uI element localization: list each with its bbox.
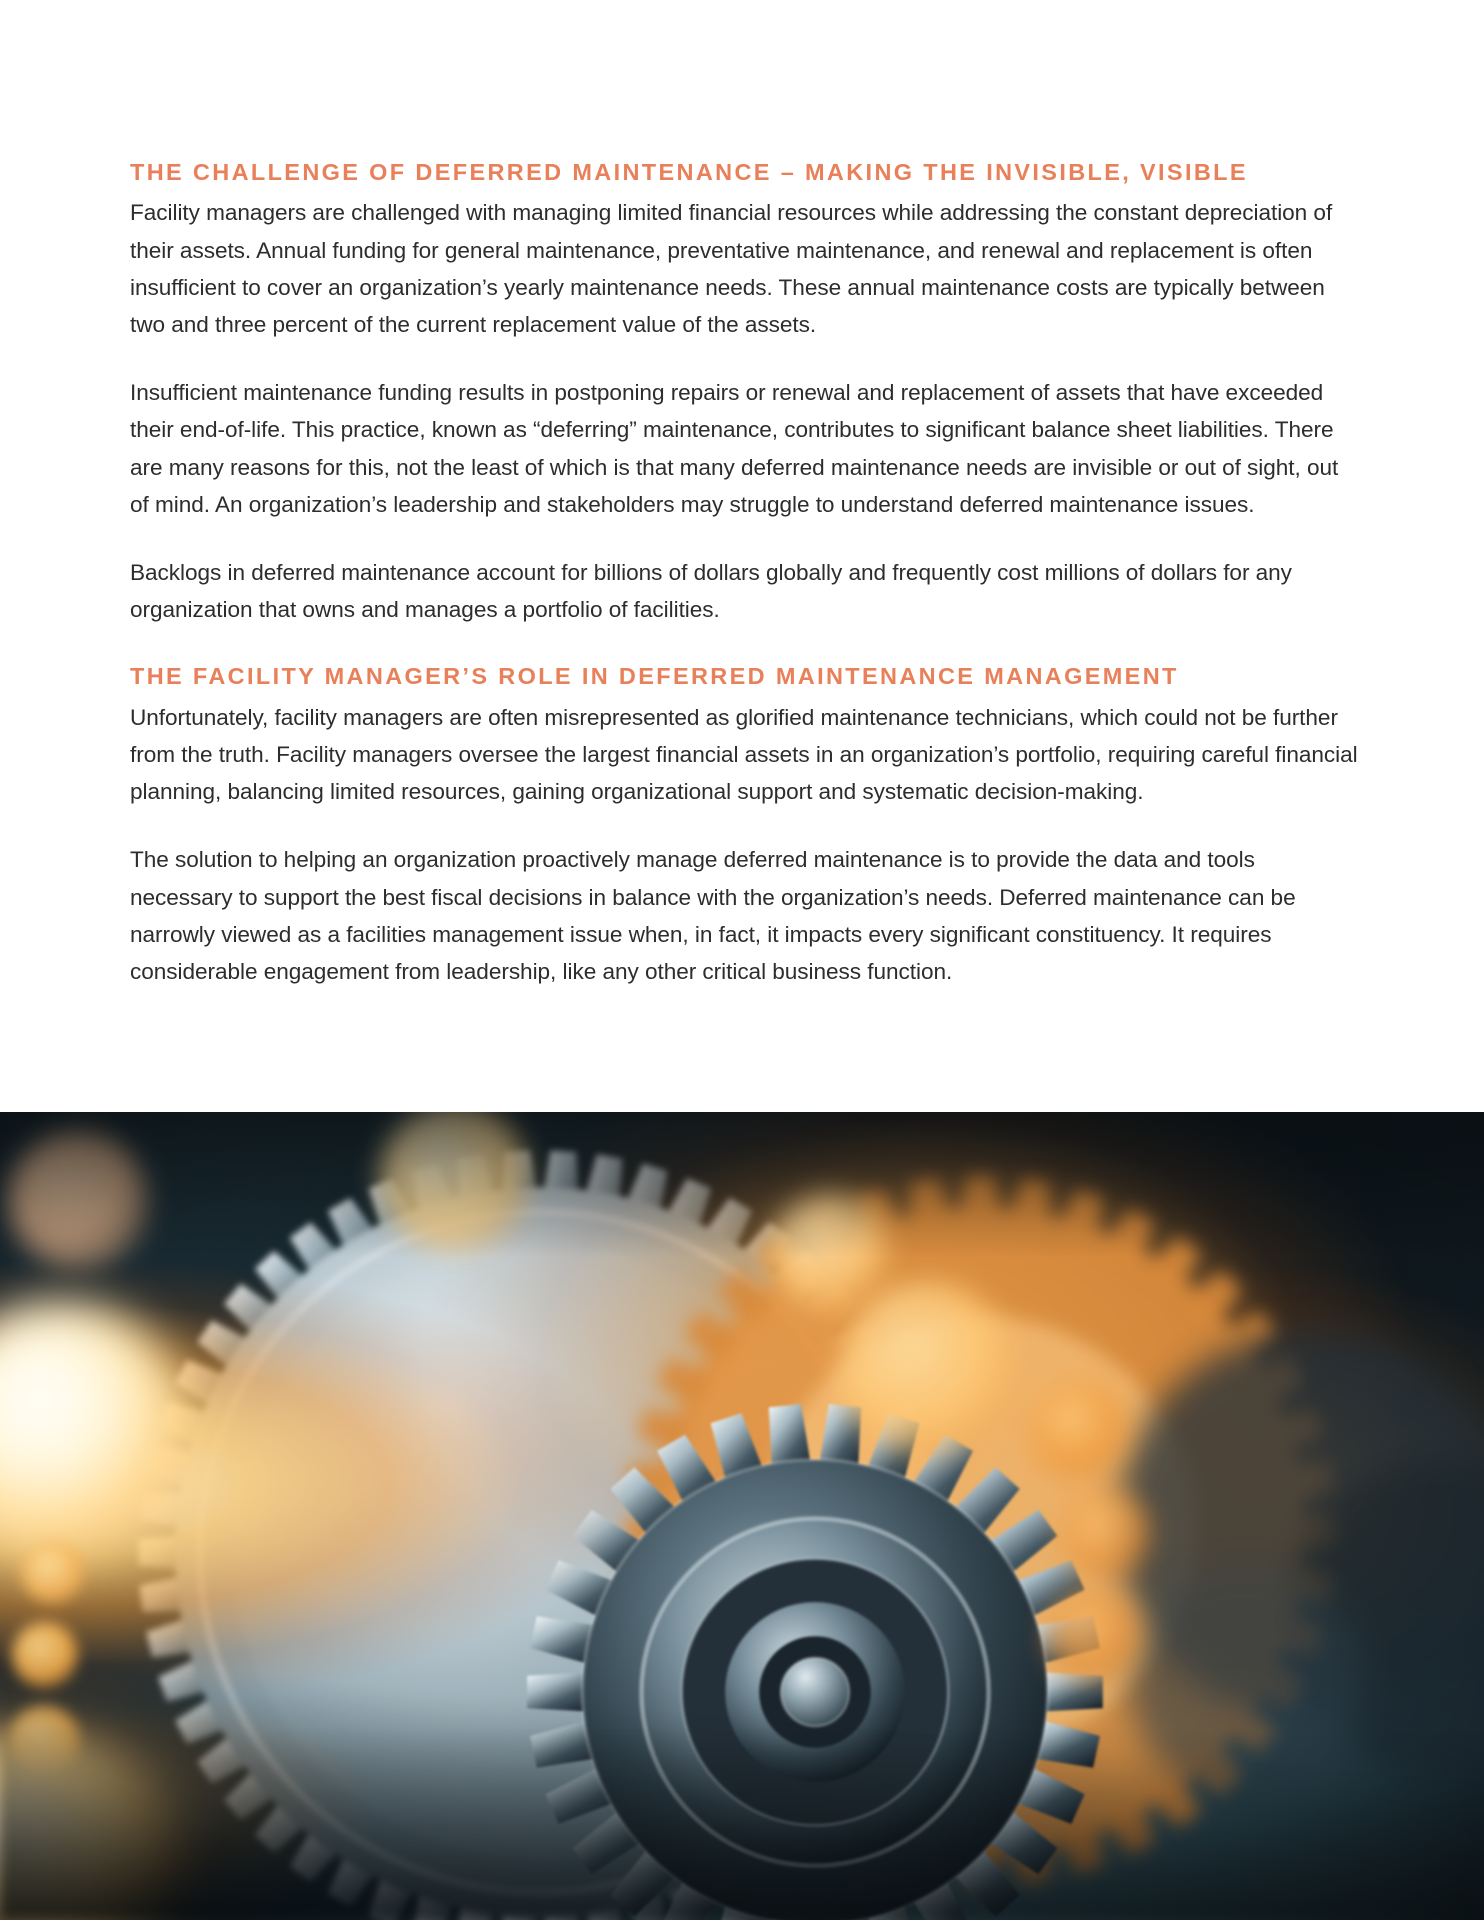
section-heading-challenge: THE CHALLENGE OF DEFERRED MAINTENANCE – MAKING THE INVISIBLE, VISIBLE	[130, 159, 1248, 185]
paragraph-challenge-3: Backlogs in deferred maintenance account for billions of dollars globally and frequently cost millions of dollars for any organization that owns and manages a portfolio of facilities.	[130, 560, 1292, 623]
paragraph-fm-role-1: Unfortunately, facility managers are often misrepresented as glorified maintenance technicians, which could not be further from the truth. Facility managers oversee the largest financial assets in an organization’s portfolio, requiring careful financial planning, balancing limited resources, gaining organizational support and systematic decision-making.	[130, 704, 1358, 805]
gears-photograph	[0, 1112, 1484, 1920]
article-content	[130, 158, 1358, 990]
paragraph-fm-role-2: The solution to helping an organization proactively manage deferred maintenance is to provide the data and tools necessary to support the best fiscal decisions in balance with the organization’s needs. Deferred maintenance can be narrowly viewed as a facilities management issue when, in fact, it impacts every significant constituency. It requires considerable engagement from leadership, like any other critical business function.	[130, 847, 1296, 984]
photo-vignette	[0, 1112, 1484, 1920]
paragraph-challenge-2: Insufficient maintenance funding results in postponing repairs or renewal and replacement of assets that have exceeded their end-of-life. This practice, known as “deferring” maintenance, contributes to significant balance sheet liabilities. There are many reasons for this, not the least of which is that many deferred maintenance needs are invisible or out of sight, out of mind. An organization’s leadership and stakeholders may struggle to understand deferred maintenance issues.	[130, 380, 1339, 517]
paragraph-challenge-1: Facility managers are challenged with managing limited financial resources while addressing the constant depreciation of their assets. Annual funding for general maintenance, preventative maintenance, and renewal and replacement is often insufficient to cover an organization’s yearly maintenance needs. These annual maintenance costs are typically between two and three percent of the current replacement value of the assets.	[130, 200, 1333, 337]
section-heading-fm-role: THE FACILITY MANAGER’S ROLE IN DEFERRED MAINTENANCE MANAGEMENT	[130, 663, 1179, 690]
